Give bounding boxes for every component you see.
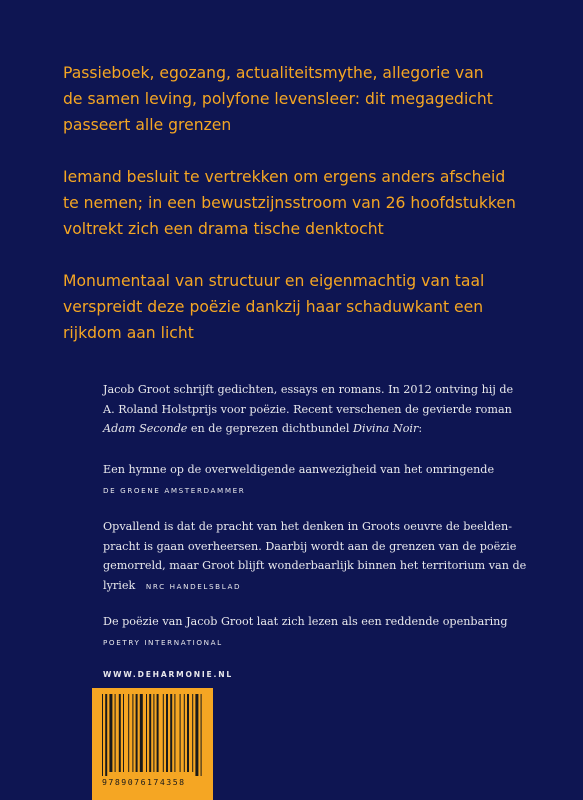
barcode-bar <box>174 694 175 772</box>
quote-text: Opvallend is dat de pracht van het denken in Groots oeuvre de beelden- <box>103 520 512 533</box>
barcode-bar <box>184 694 185 772</box>
blurb-line: Monumentaal van structuur en eigenmachtig van taal <box>63 272 485 290</box>
barcode-bar <box>105 694 107 776</box>
blurb-line: verspreidt deze poëzie dankzij haar schaduwkant een <box>63 298 484 316</box>
blurb-line: voltrekt zich een drama tische denktocht <box>63 220 384 238</box>
blurb-2 <box>63 164 563 242</box>
barcode-bar <box>132 694 133 772</box>
quote-source: POETRY INTERNATIONAL <box>103 637 223 647</box>
barcode-bar <box>163 694 164 772</box>
barcode-bar <box>115 694 116 772</box>
quote-text: De poëzie van Jacob Groot laat zich lezen als een reddende openbaring <box>103 615 508 628</box>
quote-last-word: lyriek <box>103 578 136 592</box>
quote-source: DE GROENE AMSTERDAMMER <box>103 485 246 495</box>
blurb-line: te nemen; in een bewustzijnsstroom van 26 hoofdstukken <box>63 194 516 212</box>
barcode-bar <box>201 694 202 776</box>
book-title-divina-noir: Divina Noir <box>353 422 419 435</box>
author-bio <box>103 380 553 439</box>
barcode-bar <box>123 694 124 772</box>
quote-text-last <box>103 576 553 597</box>
bio-line-end: : <box>418 422 423 435</box>
quote-source: NRC HANDELSBLAD <box>145 581 242 591</box>
bio-line-mid: en de geprezen dichtbundel <box>187 422 354 435</box>
blurb-line: de samen leving, polyfone levensleer: dit megagedicht <box>63 90 493 108</box>
barcode <box>92 688 213 800</box>
barcode-bar <box>187 694 189 772</box>
barcode-bar <box>136 694 138 772</box>
barcode-bar <box>102 694 103 776</box>
isbn-number: 9789076174358 <box>102 777 186 787</box>
quote-text: gemorreld, maar Groot blijft wonderbaarlijk binnen het territorium van de <box>103 559 527 572</box>
blurb-line: passeert alle grenzen <box>63 116 232 134</box>
blurb-3 <box>63 268 563 346</box>
blurb-1 <box>63 60 563 138</box>
quote-text: pracht is gaan overheersen. Daarbij wordt aan de grenzen van de poëzie <box>103 539 517 553</box>
barcode-bar <box>119 694 121 772</box>
bio-line <box>103 419 553 439</box>
barcode-bar <box>195 694 198 776</box>
blurb-line: rijkdom aan licht <box>63 324 194 342</box>
bio-line: A. Roland Holstprijs voor poëzie. Recent verschenen de gevierde roman <box>103 402 512 416</box>
barcode-bar <box>192 694 193 772</box>
quote-text: Een hymne op de overweldigende aanwezigheid van het omringende <box>103 463 495 476</box>
blurb-line: Iemand besluit te vertrekken om ergens anders afscheid <box>63 168 506 186</box>
barcode-bar <box>180 694 181 772</box>
barcode-bar <box>170 694 172 772</box>
barcode-bar <box>140 694 143 772</box>
book-title-adam-seconde: Adam Seconde <box>103 422 188 435</box>
bio-line: Jacob Groot schrijft gedichten, essays en romans. In 2012 ontving hij de <box>103 383 514 396</box>
quote-2 <box>103 517 553 596</box>
barcode-bar <box>128 694 129 772</box>
blurb-line: Passieboek, egozang, actualiteitsmythe, allegorie van <box>63 64 484 82</box>
barcode-bar <box>109 694 112 772</box>
publisher-website: WWW.DEHARMONIE.NL <box>103 670 234 679</box>
barcode-bar <box>146 694 147 772</box>
barcode-bar <box>166 694 168 772</box>
barcode-bar <box>153 694 154 772</box>
quote-1 <box>103 460 553 500</box>
barcode-bar <box>149 694 151 772</box>
barcode-bar <box>157 694 159 772</box>
quote-3 <box>103 612 553 652</box>
